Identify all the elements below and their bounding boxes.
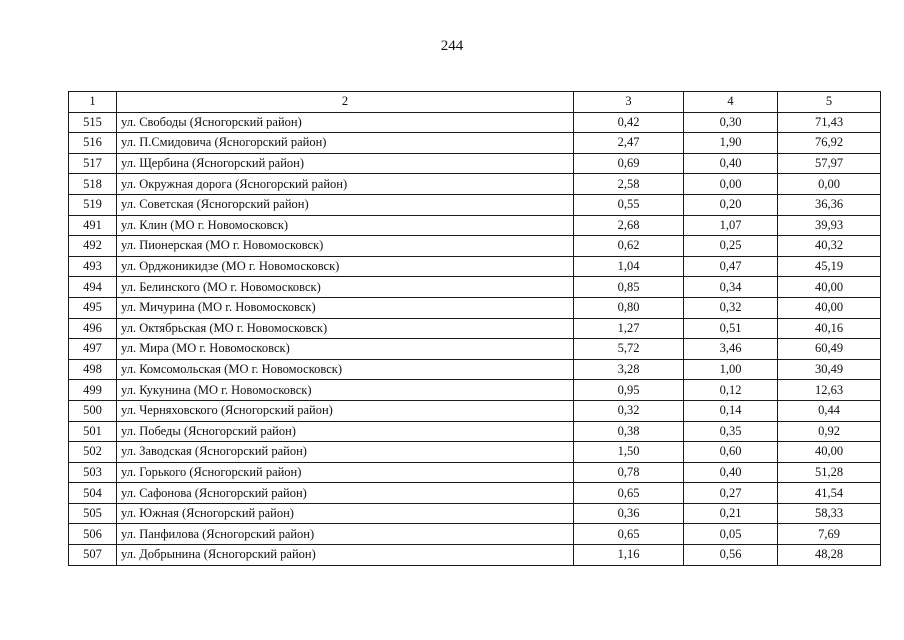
value-cell-5: 40,16 [778, 318, 881, 339]
row-number-cell: 516 [69, 133, 117, 154]
table-row [69, 133, 881, 154]
street-name-cell: ул. Комсомольская (МО г. Новомосковск) [117, 359, 574, 380]
value-cell-4: 0,20 [684, 194, 778, 215]
value-cell-4: 0,25 [684, 236, 778, 257]
street-name-cell: ул. Сафонова (Ясногорский район) [117, 483, 574, 504]
value-cell-4: 1,90 [684, 133, 778, 154]
value-cell-3: 1,27 [574, 318, 684, 339]
street-name-cell: ул. Черняховского (Ясногорский район) [117, 400, 574, 421]
column-header: 2 [117, 92, 574, 113]
street-name-cell: ул. Победы (Ясногорский район) [117, 421, 574, 442]
value-cell-4: 0,56 [684, 545, 778, 566]
value-cell-5: 58,33 [778, 503, 881, 524]
value-cell-5: 41,54 [778, 483, 881, 504]
table-row [69, 421, 881, 442]
value-cell-5: 40,00 [778, 277, 881, 298]
street-name-cell: ул. Советская (Ясногорский район) [117, 194, 574, 215]
value-cell-4: 1,00 [684, 359, 778, 380]
value-cell-4: 0,05 [684, 524, 778, 545]
value-cell-5: 45,19 [778, 256, 881, 277]
street-name-cell: ул. Пионерская (МО г. Новомосковск) [117, 236, 574, 257]
value-cell-3: 2,47 [574, 133, 684, 154]
table-row [69, 194, 881, 215]
street-name-cell: ул. Южная (Ясногорский район) [117, 503, 574, 524]
table-row [69, 256, 881, 277]
value-cell-4: 0,35 [684, 421, 778, 442]
row-number-cell: 517 [69, 153, 117, 174]
value-cell-5: 0,44 [778, 400, 881, 421]
row-number-cell: 495 [69, 297, 117, 318]
row-number-cell: 492 [69, 236, 117, 257]
street-name-cell: ул. Добрынина (Ясногорский район) [117, 545, 574, 566]
value-cell-3: 0,80 [574, 297, 684, 318]
street-name-cell: ул. Мичурина (МО г. Новомосковск) [117, 297, 574, 318]
value-cell-5: 30,49 [778, 359, 881, 380]
value-cell-5: 12,63 [778, 380, 881, 401]
row-number-cell: 494 [69, 277, 117, 298]
value-cell-3: 1,50 [574, 442, 684, 463]
row-number-cell: 503 [69, 462, 117, 483]
value-cell-4: 0,32 [684, 297, 778, 318]
table-row [69, 236, 881, 257]
row-number-cell: 497 [69, 339, 117, 360]
street-name-cell: ул. Орджоникидзе (МО г. Новомосковск) [117, 256, 574, 277]
value-cell-4: 0,34 [684, 277, 778, 298]
street-name-cell: ул. Клин (МО г. Новомосковск) [117, 215, 574, 236]
row-number-cell: 507 [69, 545, 117, 566]
value-cell-5: 0,92 [778, 421, 881, 442]
value-cell-3: 2,68 [574, 215, 684, 236]
table-row [69, 112, 881, 133]
street-name-cell: ул. П.Смидовича (Ясногорский район) [117, 133, 574, 154]
column-header: 1 [69, 92, 117, 113]
street-name-cell: ул. Свободы (Ясногорский район) [117, 112, 574, 133]
table-row [69, 359, 881, 380]
value-cell-5: 48,28 [778, 545, 881, 566]
table-row [69, 339, 881, 360]
table-row [69, 545, 881, 566]
table-row [69, 277, 881, 298]
row-number-cell: 500 [69, 400, 117, 421]
street-name-cell: ул. Горького (Ясногорский район) [117, 462, 574, 483]
table-row [69, 400, 881, 421]
value-cell-4: 0,51 [684, 318, 778, 339]
value-cell-3: 0,55 [574, 194, 684, 215]
row-number-cell: 501 [69, 421, 117, 442]
value-cell-5: 71,43 [778, 112, 881, 133]
page-number: 244 [440, 38, 464, 54]
street-name-cell: ул. Заводская (Ясногорский район) [117, 442, 574, 463]
table-row [69, 297, 881, 318]
value-cell-5: 36,36 [778, 194, 881, 215]
table-row [69, 174, 881, 195]
row-number-cell: 491 [69, 215, 117, 236]
value-cell-4: 1,07 [684, 215, 778, 236]
value-cell-5: 39,93 [778, 215, 881, 236]
value-cell-5: 60,49 [778, 339, 881, 360]
column-header: 4 [684, 92, 778, 113]
value-cell-4: 0,47 [684, 256, 778, 277]
value-cell-3: 0,95 [574, 380, 684, 401]
value-cell-3: 0,65 [574, 483, 684, 504]
table-row [69, 380, 881, 401]
row-number-cell: 505 [69, 503, 117, 524]
value-cell-4: 0,40 [684, 153, 778, 174]
value-cell-5: 40,00 [778, 297, 881, 318]
value-cell-4: 0,30 [684, 112, 778, 133]
value-cell-3: 3,28 [574, 359, 684, 380]
value-cell-3: 0,42 [574, 112, 684, 133]
row-number-cell: 502 [69, 442, 117, 463]
value-cell-3: 5,72 [574, 339, 684, 360]
row-number-cell: 504 [69, 483, 117, 504]
table-body [69, 112, 881, 565]
row-number-cell: 498 [69, 359, 117, 380]
value-cell-4: 0,21 [684, 503, 778, 524]
value-cell-3: 1,04 [574, 256, 684, 277]
row-number-cell: 519 [69, 194, 117, 215]
value-cell-4: 0,12 [684, 380, 778, 401]
column-header: 3 [574, 92, 684, 113]
data-table [68, 91, 881, 566]
value-cell-5: 40,00 [778, 442, 881, 463]
table-row [69, 153, 881, 174]
row-number-cell: 493 [69, 256, 117, 277]
value-cell-5: 40,32 [778, 236, 881, 257]
table-row [69, 503, 881, 524]
value-cell-3: 0,78 [574, 462, 684, 483]
table-row [69, 442, 881, 463]
value-cell-4: 0,14 [684, 400, 778, 421]
value-cell-3: 0,36 [574, 503, 684, 524]
value-cell-4: 3,46 [684, 339, 778, 360]
value-cell-3: 0,32 [574, 400, 684, 421]
value-cell-4: 0,00 [684, 174, 778, 195]
street-name-cell: ул. Панфилова (Ясногорский район) [117, 524, 574, 545]
table-row [69, 462, 881, 483]
value-cell-5: 76,92 [778, 133, 881, 154]
value-cell-5: 57,97 [778, 153, 881, 174]
column-header: 5 [778, 92, 881, 113]
value-cell-5: 51,28 [778, 462, 881, 483]
value-cell-3: 0,85 [574, 277, 684, 298]
value-cell-5: 7,69 [778, 524, 881, 545]
value-cell-4: 0,40 [684, 462, 778, 483]
value-cell-4: 0,27 [684, 483, 778, 504]
row-number-cell: 496 [69, 318, 117, 339]
row-number-cell: 506 [69, 524, 117, 545]
value-cell-3: 1,16 [574, 545, 684, 566]
row-number-cell: 515 [69, 112, 117, 133]
value-cell-3: 0,38 [574, 421, 684, 442]
table-row [69, 524, 881, 545]
street-name-cell: ул. Белинского (МО г. Новомосковск) [117, 277, 574, 298]
table-row [69, 215, 881, 236]
value-cell-3: 2,58 [574, 174, 684, 195]
row-number-cell: 499 [69, 380, 117, 401]
street-name-cell: ул. Окружная дорога (Ясногорский район) [117, 174, 574, 195]
street-name-cell: ул. Щербина (Ясногорский район) [117, 153, 574, 174]
table-row [69, 318, 881, 339]
value-cell-4: 0,60 [684, 442, 778, 463]
street-name-cell: ул. Мира (МО г. Новомосковск) [117, 339, 574, 360]
street-name-cell: ул. Октябрьская (МО г. Новомосковск) [117, 318, 574, 339]
value-cell-3: 0,65 [574, 524, 684, 545]
value-cell-3: 0,62 [574, 236, 684, 257]
street-name-cell: ул. Кукунина (МО г. Новомосковск) [117, 380, 574, 401]
row-number-cell: 518 [69, 174, 117, 195]
value-cell-3: 0,69 [574, 153, 684, 174]
table-header-row [69, 92, 881, 113]
table-row [69, 483, 881, 504]
value-cell-5: 0,00 [778, 174, 881, 195]
